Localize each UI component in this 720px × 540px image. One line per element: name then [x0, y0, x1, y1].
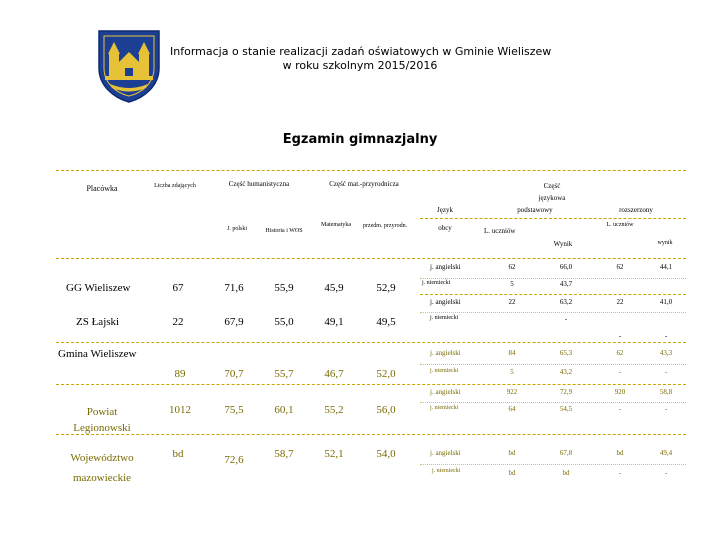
language-label: j. angielski	[430, 298, 461, 306]
ext-count: bd	[616, 449, 624, 457]
grid-line	[56, 434, 686, 435]
math-value: 45,9	[324, 282, 344, 294]
col-students-header: Liczba zdających	[154, 183, 196, 189]
students-value: 67	[172, 282, 184, 294]
grid-line	[420, 278, 686, 279]
basic-result: 66,0	[559, 263, 573, 271]
grid-line	[420, 312, 686, 313]
science-value: 49,5	[376, 316, 396, 328]
students-value: 22	[172, 316, 184, 328]
grid-line	[420, 402, 686, 403]
col-language-value: obcy	[438, 224, 452, 232]
col-language-part-header: Część językowa	[538, 182, 566, 202]
language-label: j. niemiecki	[432, 468, 461, 474]
basic-count: -	[564, 315, 568, 323]
school-name: ZS Łajski	[76, 316, 120, 328]
language-label: j. angielski	[430, 349, 461, 357]
col-basic-level-header: podstawowy	[517, 206, 553, 214]
basic-count: bd	[508, 449, 516, 457]
ext-result: 41,0	[659, 298, 673, 306]
language-label: j. angielski	[430, 263, 461, 271]
basic-result: 63,2	[559, 298, 573, 306]
ext-count: 920	[614, 388, 626, 396]
language-label: j. niemiecki	[422, 280, 451, 286]
grid-line	[420, 294, 686, 295]
report-header	[170, 45, 550, 73]
basic-count: 5	[510, 280, 514, 288]
school-name: Gmina Wieliszew	[58, 348, 137, 360]
grid-line	[420, 464, 686, 465]
language-label: j. angielski	[430, 388, 461, 396]
basic-count: 84	[508, 349, 516, 357]
col-result-ext-header: wynik	[657, 240, 673, 246]
ext-count: 62	[616, 349, 624, 357]
ext-result: -	[664, 332, 668, 340]
language-label: j. niemiecki	[430, 315, 459, 321]
col-science-header: przedm. przyrodn.	[362, 223, 408, 229]
ext-result: -	[664, 405, 668, 413]
col-result-basic-header: Wynik	[553, 240, 573, 248]
basic-result: bd	[562, 469, 570, 477]
basic-count: 62	[508, 263, 516, 271]
students-value: 89	[174, 368, 186, 380]
col-math-science-header: Część mat.-przyrodnicza	[329, 180, 399, 188]
basic-count: 64	[508, 405, 516, 413]
math-value: 49,1	[324, 316, 344, 328]
ext-count: -	[618, 368, 622, 376]
col-school-header: Placówka	[86, 184, 118, 193]
polish-value: 71,6	[224, 282, 244, 294]
col-math-header: Matematyka	[321, 222, 351, 228]
basic-result: 72,9	[559, 388, 573, 396]
science-value: 52,0	[376, 368, 396, 380]
language-label: j. angielski	[430, 449, 461, 457]
basic-result: 43,2	[559, 368, 573, 376]
math-value: 52,1	[324, 448, 344, 460]
grid-line	[420, 364, 686, 365]
students-value: bd	[172, 448, 184, 460]
polish-value: 70,7	[224, 368, 244, 380]
col-language-header: Język	[437, 206, 453, 214]
ext-result: -	[664, 368, 668, 376]
col-students-ext-header: L. uczniów	[606, 222, 634, 228]
ext-count: -	[618, 332, 622, 340]
grid-line	[56, 342, 686, 343]
science-value: 54,0	[376, 448, 396, 460]
history-value: 58,7	[274, 448, 294, 460]
ext-count: -	[618, 469, 622, 477]
col-humanities-header: Część humanistyczna	[228, 180, 290, 188]
science-value: 52,9	[376, 282, 396, 294]
math-value: 46,7	[324, 368, 344, 380]
grid-line	[56, 258, 686, 259]
history-value: 55,0	[274, 316, 294, 328]
school-name: GG Wieliszew	[66, 282, 131, 294]
ext-result: 43,3	[659, 349, 673, 357]
math-value: 55,2	[324, 404, 344, 416]
school-name: Województwo mazowieckie	[70, 452, 134, 484]
basic-result: 65,3	[559, 349, 573, 357]
col-polish-header: J. polski	[226, 226, 247, 232]
header-line-2: w roku szkolnym 2015/2016	[282, 59, 438, 72]
grid-line	[420, 218, 686, 219]
basic-count: 922	[506, 388, 518, 396]
ext-result: -	[664, 469, 668, 477]
basic-result: 54,5	[559, 405, 573, 413]
col-extended-level-header: rozszerzony	[619, 206, 653, 214]
students-value: 1012	[169, 404, 191, 416]
polish-value: 72,6	[224, 454, 244, 466]
language-label: j. niemiecki	[430, 405, 459, 411]
basic-result: 43,7	[559, 280, 573, 288]
ext-count: 62	[616, 263, 624, 271]
header-line-1: Informacja o stanie realizacji zadań oświatowych w Gminie Wieliszew	[170, 45, 552, 58]
coat-of-arms-icon	[96, 28, 162, 104]
polish-value: 67,9	[224, 316, 244, 328]
col-history-header: Historia i WOS	[265, 228, 303, 234]
ext-count: 22	[616, 298, 624, 306]
basic-count: 5	[510, 368, 514, 376]
school-name: Powiat Legionowski	[73, 406, 131, 434]
basic-result: 67,8	[559, 449, 573, 457]
exam-title: Egzamin gimnazjalny	[282, 132, 438, 147]
basic-count: bd	[508, 469, 516, 477]
grid-line	[56, 384, 686, 385]
grid-line	[56, 170, 686, 171]
col-students-count-header: L. uczniów	[484, 227, 516, 235]
history-value: 55,9	[274, 282, 294, 294]
ext-count: -	[618, 405, 622, 413]
ext-result: 44,1	[659, 263, 673, 271]
polish-value: 75,5	[224, 404, 244, 416]
history-value: 55,7	[274, 368, 294, 380]
language-label: j. niemiecki	[430, 368, 459, 374]
science-value: 56,0	[376, 404, 396, 416]
ext-result: 49,4	[659, 449, 673, 457]
basic-count: 22	[508, 298, 516, 306]
history-value: 60,1	[274, 404, 294, 416]
ext-result: 58,8	[659, 388, 673, 396]
